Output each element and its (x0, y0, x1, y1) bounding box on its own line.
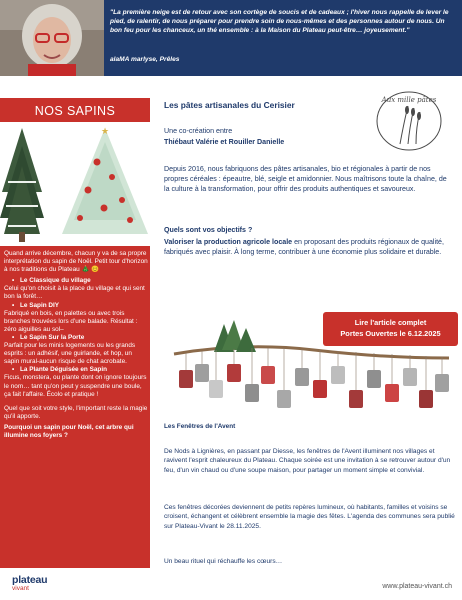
sidebar-item-text: Fabriqué en bois, en palettes ou avec trois branches trouvées lors d'une balade. Résultat : zéro aiguilles au sol– (4, 309, 138, 333)
objectives-heading: Quels sont vos objectifs ? (164, 226, 253, 234)
sidebar-item (4, 277, 148, 301)
sidebar-item (4, 334, 148, 366)
plateau-vivant-logo[interactable] (12, 574, 60, 598)
article-title: Les pâtes artisanales du Cerisier (164, 100, 295, 110)
sidebar-item-head: • Le Sapin Sur la Porte (4, 334, 148, 342)
header-banner (0, 0, 462, 76)
objectives-bold: Valoriser la production agricole locale (164, 238, 293, 246)
logo-line1: plateau (12, 574, 48, 586)
read-article-button[interactable] (323, 312, 458, 346)
sidebar-item (4, 302, 148, 334)
sidebar-intro: Quand arrive décembre, chacun y va de sa propre interprétation du sapin de Noël. Petit tour d'horizon à nos traditions du Plateau 🎄 😊 (4, 250, 148, 274)
sidebar-item-text: Parfait pour les minis logements ou les grands esprits : un adhésif, une guirlande, et hop, un sapin mural-aucun risque de chat acrobate. (4, 342, 136, 366)
header-quote: "La première neige est de retour avec son cortège de soucis et de cadeaux ; l'hiver nous rappelle de lever le pied, de ralentir, de nous préparer pour prendre soin de nous-mêmes et des personnes autour de nous. Un bon feu pour les chanceux, un thé ensemble : à la Maison du Plateau peut-être… joyeusement." (110, 9, 449, 35)
cocreation-label: Une co-création entre (164, 127, 233, 135)
read-article-label: Lire l'article complet (354, 318, 427, 327)
advent-paragraph: Ces fenêtres décorées deviennent de petits repères lumineux, où habitants, familles et voisins se croisent, échangent et célèbrent ensemble la magie des fêtes. L'agenda des communes sera publié sur Plateau-Vivant le 28.11.2025. (164, 504, 455, 530)
sidebar-item-head: • Le Classique du village (4, 277, 148, 285)
sidebar-item-head: • La Plante Déguisée en Sapin (4, 366, 148, 374)
pasta-brand-logo (374, 90, 444, 152)
open-day-label: Portes Ouvertes le 6.12.2025 (340, 329, 441, 338)
advent-closing: Un beau rituel qui réchauffe les cœurs… (164, 558, 283, 565)
sidebar-title: NOS SAPINS (34, 104, 116, 118)
photo-caption: Les Fenêtres de l'Avent (164, 423, 236, 430)
sidebar-item-head: • Le Sapin DIY (4, 302, 148, 310)
svg-text:★: ★ (100, 127, 110, 137)
website-link[interactable]: www.plateau-vivant.ch (382, 583, 452, 590)
sidebar-closing: Pourquoi un sapin pour Noël, cet arbre qui illumine nos foyers ? (4, 423, 134, 439)
logo-line2: vivant (12, 585, 29, 592)
logo-text: Aux mille pâtes (381, 96, 437, 104)
cocreation-names: Thiébaut Valérie et Rouiller Danielle (164, 138, 285, 146)
sidebar-outro: Quel que soit votre style, l'important reste la magie qu'il apporte. (4, 404, 148, 420)
author-portrait (0, 0, 104, 76)
sidebar-sapins (0, 98, 150, 568)
sidebar-body (4, 250, 148, 443)
christmas-tree-illustration (0, 122, 150, 246)
quote-author: alaMA marlyse, Prêles (110, 56, 180, 63)
article-paragraph: Depuis 2016, nous fabriquons des pâtes artisanales, bio et régionales à partir de nos propres céréales : épeautre, blé, seigle et amidonnier. Nous maîtrisons toute la chaîne, de la culture à la transformation, pour offrir des produits authentiques et savoureux. (164, 165, 447, 194)
advent-paragraph: De Nods à Lignières, en passant par Diesse, les fenêtres de l'Avent illuminent nos villages et ravivent l'esprit chaleureux du Plateau. Chaque soirée est une invitation à se retrouver autour d'un feu, d'un vin chaud ou d'une soupe maison, pour partager un moment simple et convivial. (164, 448, 451, 474)
sidebar-item-text: Ficus, monstera, ou plante dont on ignore toujours le nom… tant qu'on peut y suspendre une boule, ça fait l'affaire. Écolo et pratique ! (4, 374, 147, 398)
sidebar-item-text: Celui qu'on choisit à la place du village et qui sent bon la forêt… (4, 285, 145, 301)
objectives-paragraph (164, 237, 454, 257)
objectives-text: en proposant des produits régionaux de qualité, fabriqués avec plaisir. À long terme, contribuer à une économie plus solidaire et durable. (164, 238, 444, 257)
sidebar-item (4, 366, 148, 398)
